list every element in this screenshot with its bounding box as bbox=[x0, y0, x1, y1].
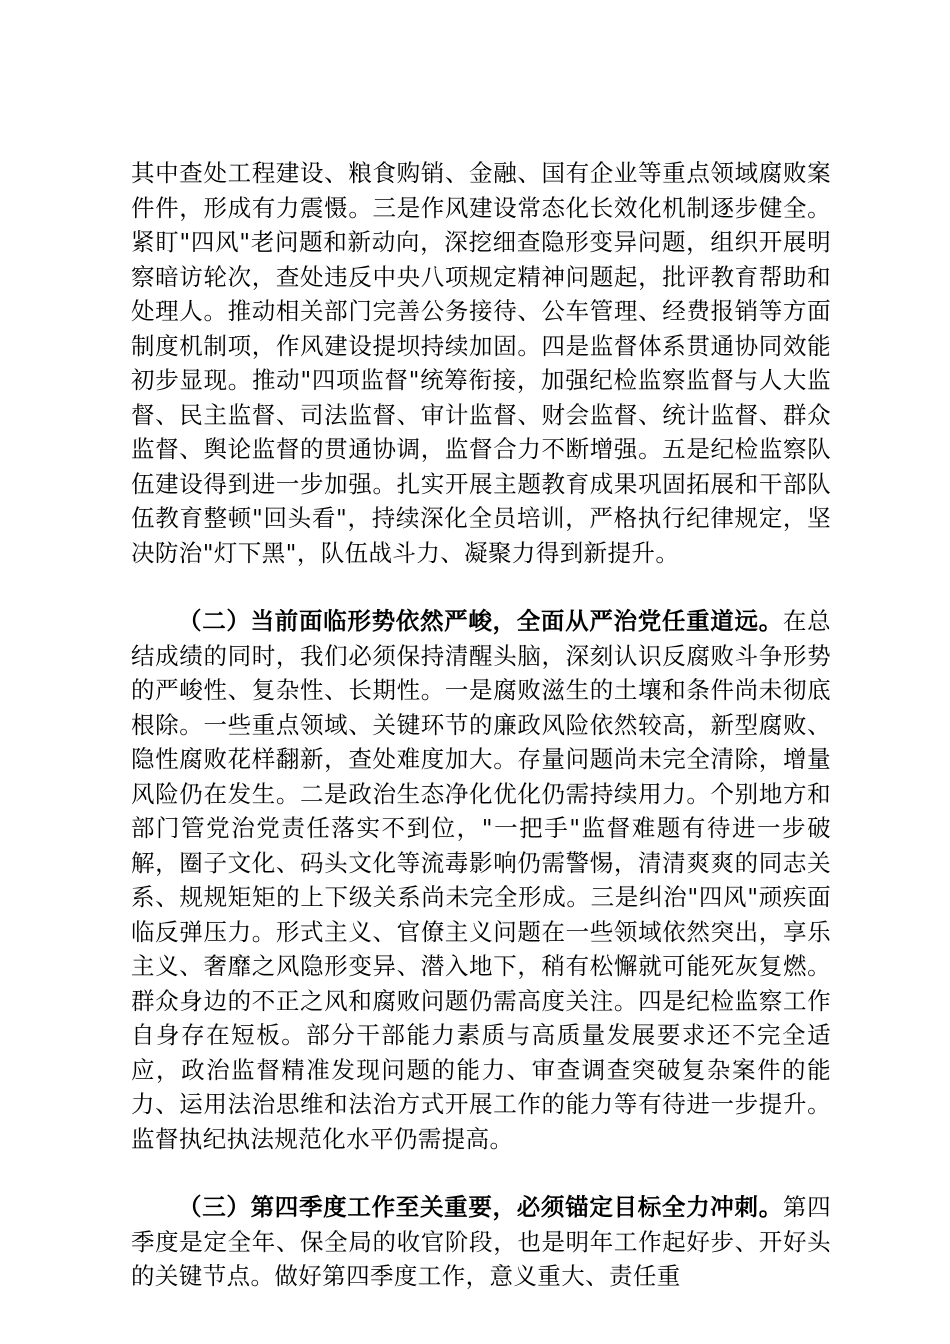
section-heading: （二）当前面临形势依然严峻，全面从严治党任重道远。 bbox=[178, 607, 783, 635]
paragraph-text: 其中查处工程建设、粮食购销、金融、国有企业等重点领域腐败案件件，形成有力震慑。三是作风建设常态化长效化机制逐步健全。紧盯"四风"老问题和新动向，深挖细查隐形变异问题，组织开展明察暗访轮次，查处违反中央八项规定精神问题起，批评教育帮助和处理人。推动相关部门完善公务接待、公车管理、经费报销等方面制度机制项，作风建设提坝持续加固。四是监督体系贯通协同效能初步显现。推动"四项监督"统筹衔接，加强纪检监察监督与人大监督、民主监督、司法监督、审计监督、财会监督、统计监督、群众监督、舆论监督的贯通协调，监督合力不断增强。五是纪检监察队伍建设得到进一步加强。扎实开展主题教育成果巩固拓展和干部队伍教育整顿"回头看"，持续深化全员培训，严格执行纪律规定，坚决防治"灯下黑"，队伍战斗力、凝聚力得到新提升。 bbox=[131, 159, 831, 567]
section-heading: （三）第四季度工作至关重要，必须锚定目标全力冲刺。 bbox=[178, 1193, 783, 1221]
paragraph-text: 第四季度是定全年、保全局的收官阶段，也是明年工作起好步、开好头的关键节点。做好第四季度工作，意义重大、责任重 bbox=[131, 1193, 832, 1290]
paragraph-continuation bbox=[131, 156, 831, 570]
paragraph-section-3 bbox=[131, 1190, 831, 1294]
paragraph-section-2 bbox=[131, 604, 831, 1156]
paragraph-text: 在总结成绩的同时，我们必须保持清醒头脑，深刻认识反腐败斗争形势的严峻性、复杂性、长期性。一是腐败滋生的土壤和条件尚未彻底根除。一些重点领域、关键环节的廉政风险依然较高，新型腐败、隐性腐败花样翻新，查处难度加大。存量问题尚未完全清除，增量风险仍在发生。二是政治生态净化优化仍需持续用力。个别地方和部门管党治党责任落实不到位，"一把手"监督难题有待进一步破解，圈子文化、码头文化等流毒影响仍需警惕，清清爽爽的同志关系、规规矩矩的上下级关系尚未完全形成。三是纠治"四风"顽疾面临反弹压力。形式主义、官僚主义问题在一些领域依然突出，享乐主义、奢靡之风隐形变异、潜入地下，稍有松懈就可能死灰复燃。群众身边的不正之风和腐败问题仍需高度关注。四是纪检监察工作自身存在短板。部分干部能力素质与高质量发展要求还不完全适应，政治监督精准发现问题的能力、审查调查突破复杂案件的能力、运用法治思维和法治方式开展工作的能力等有待进一步提升。监督执纪执法规范化水平仍需提高。 bbox=[131, 607, 832, 1153]
document-body bbox=[131, 156, 831, 1294]
